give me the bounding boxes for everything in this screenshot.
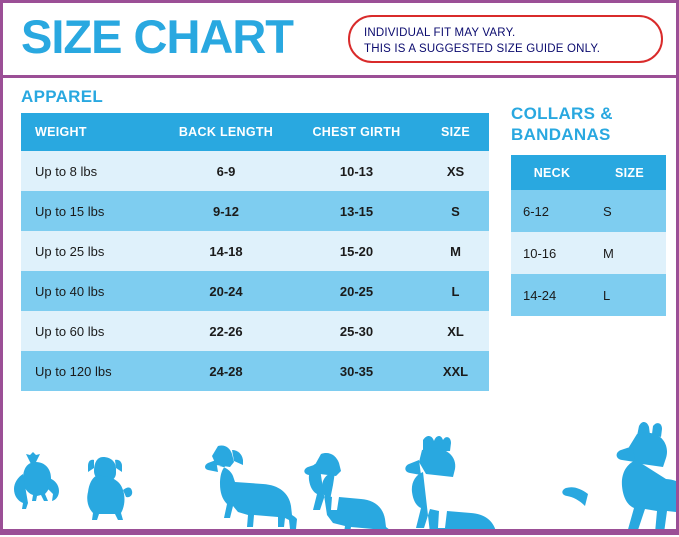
footer-divider xyxy=(3,529,676,532)
cell-weight: Up to 15 lbs xyxy=(21,191,161,231)
cell-weight: Up to 40 lbs xyxy=(21,271,161,311)
dog-silhouette-xxl xyxy=(562,422,676,532)
column-header-chest-girth: CHEST GIRTH xyxy=(291,113,422,151)
cell-back-length: 22-26 xyxy=(161,311,291,351)
dog-silhouette-l xyxy=(304,453,392,532)
table-row xyxy=(21,311,489,351)
cell-neck: 10-16 xyxy=(511,232,593,274)
apparel-section-label: APPAREL xyxy=(21,87,104,106)
cell-weight: Up to 60 lbs xyxy=(21,311,161,351)
page-title: SIZE CHART xyxy=(21,10,293,63)
collars-size-table xyxy=(511,155,666,316)
cell-back-length: 14-18 xyxy=(161,231,291,271)
dog-silhouette-s xyxy=(87,457,132,520)
cell-weight: Up to 8 lbs xyxy=(21,151,161,191)
cell-back-length: 20-24 xyxy=(161,271,291,311)
column-header-neck: NECK xyxy=(511,155,593,190)
table-row xyxy=(21,151,489,191)
table-row xyxy=(21,231,489,271)
column-header-back-length: BACK LENGTH xyxy=(161,113,291,151)
cell-size: XS xyxy=(422,151,489,191)
disclaimer-line-2: THIS IS A SUGGESTED SIZE GUIDE ONLY. xyxy=(364,43,601,55)
table-row xyxy=(21,271,489,311)
cell-chest-girth: 25-30 xyxy=(291,311,422,351)
cell-size: S xyxy=(422,191,489,231)
cell-weight: Up to 25 lbs xyxy=(21,231,161,271)
column-header-size: SIZE xyxy=(422,113,489,151)
cell-chest-girth: 20-25 xyxy=(291,271,422,311)
dog-silhouette-xl xyxy=(405,436,505,532)
table-row xyxy=(511,274,666,316)
cell-size: XL xyxy=(422,311,489,351)
table-header-row xyxy=(511,155,666,190)
disclaimer-box xyxy=(348,15,663,63)
apparel-size-table xyxy=(21,113,489,391)
table-header-row xyxy=(21,113,489,151)
cell-back-length: 24-28 xyxy=(161,351,291,391)
table-row xyxy=(21,191,489,231)
cell-size: S xyxy=(593,190,666,232)
dog-silhouette-xs xyxy=(14,452,59,509)
disclaimer-line-1: INDIVIDUAL FIT MAY VARY. xyxy=(364,27,516,39)
header-divider xyxy=(3,75,676,78)
cell-neck: 6-12 xyxy=(511,190,593,232)
cell-chest-girth: 10-13 xyxy=(291,151,422,191)
table-row xyxy=(511,190,666,232)
table-row xyxy=(511,232,666,274)
cell-back-length: 9-12 xyxy=(161,191,291,231)
dog-silhouettes xyxy=(3,402,676,532)
cell-size: L xyxy=(593,274,666,316)
table-row xyxy=(21,351,489,391)
cell-size: L xyxy=(422,271,489,311)
dog-silhouette-m xyxy=(205,445,297,529)
cell-chest-girth: 13-15 xyxy=(291,191,422,231)
cell-size: M xyxy=(422,231,489,271)
cell-weight: Up to 120 lbs xyxy=(21,351,161,391)
cell-size: M xyxy=(593,232,666,274)
cell-size: XXL xyxy=(422,351,489,391)
cell-back-length: 6-9 xyxy=(161,151,291,191)
cell-chest-girth: 30-35 xyxy=(291,351,422,391)
collars-section-heading: COLLARS & BANDANAS xyxy=(511,104,613,144)
cell-chest-girth: 15-20 xyxy=(291,231,422,271)
cell-neck: 14-24 xyxy=(511,274,593,316)
column-header-size: SIZE xyxy=(593,155,666,190)
column-header-weight: WEIGHT xyxy=(21,113,161,151)
header xyxy=(3,3,676,75)
